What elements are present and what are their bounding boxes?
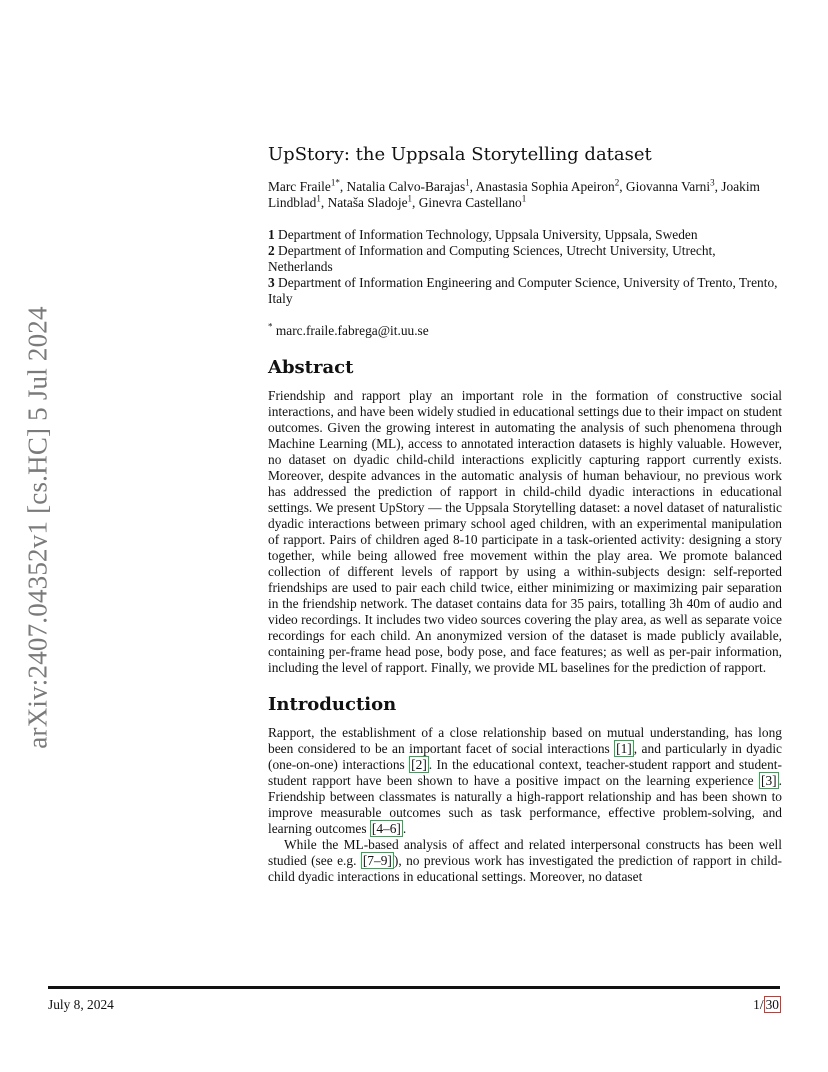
affiliation [268,243,782,275]
affiliation-text: Department of Information and Computing Sciences, Utrecht University, Utrecht, Netherlands [268,243,716,274]
arxiv-id: arXiv:2407.04352v1 [cs.HC] 5 Jul 2024 [22,306,53,749]
paper-content [268,140,782,903]
citation-link[interactable]: [2] [411,757,427,772]
abstract-section [268,357,782,676]
footer-rule [48,986,780,989]
page-number [753,997,781,1013]
author-affiliation-marker: 1 [521,193,527,204]
author-list: Marc Fraile$^{1*}$, Natalia Calvo-Barajas$^1$, Anastasia Sophia Apeiron$^2$, Giovanna Varni$^3$, Joakim Lindblad$^1$, Nataša Sladoje$^1$, Ginevra Castellano$^1$ [268,177,760,210]
total-pages-link[interactable]: 30 [765,997,779,1012]
citation-link[interactable]: [7–9] [362,853,392,868]
affiliation-text: Department of Information Engineering and Computer Science, University of Trento, Trento, Italy [268,275,778,306]
introduction-heading: Introduction [268,694,397,715]
affiliation-list [268,227,782,307]
author-name: Natalia Calvo-Barajas [346,179,466,194]
intro-text-span: Rapport, the establishment of a close relationship based on mutual understanding, has long been considered to be an important facet of social interactions [268,725,782,756]
citation-link[interactable]: [1] [616,741,632,756]
introduction-paragraph-2 [268,837,782,885]
author-name: Marc Fraile [268,179,331,194]
author-affiliation-marker: 1 [316,193,321,204]
affiliation-text: Department of Information Technology, Uppsala University, Uppsala, Sweden [274,227,698,242]
arxiv-sidebar-stamp [22,300,53,755]
author-affiliation-marker: 1 [407,193,413,204]
intro-text-span: , and particularly in dyadic (one-on-one) interactions [268,741,782,772]
correspondence-marker: * [268,321,273,332]
abstract-text: Friendship and rapport play an important role in the formation of constructive social interactions, and have been widely studied in educational settings due to their impact on student outcomes. Given the growing interest in automating the analysis of such phenomena through Machine Learning (ML), access to annotated interaction datasets is highly valuable. However, no dataset on dyadic child-child interactions explicitly capturing rapport currently exists. Moreover, despite advances in the automatic analysis of human behaviour, no previous work has addressed the prediction of rapport in child-child dyadic interactions in educational settings. We present UpStory — the Uppsala Storytelling dataset: a novel dataset of naturalistic dyadic interactions between primary school aged children, with an experimental manipulation of rapport. Pairs of children aged 8-10 participate in a task-oriented activity: designing a story together, while being allowed free movement within the play area. We promote balanced collection of different levels of rapport by using a within-subjects design: self-reported friendships are used to pair each child twice, either minimizing or maximizing pair separation in the friendship network. The dataset contains data for 35 pairs, totalling 3h 40m of audio and video recordings. It includes two video sources covering the play area, as well as separate voice recordings for each child. An anonymized version of the dataset is made publicly available, containing per-frame head pose, body pose, and face features; as well as per-pair information, including the level of rapport. Finally, we provide ML baselines for the prediction of rapport. [268,388,782,675]
paper-title: UpStory: the Uppsala Storytelling dataset [268,144,652,165]
author-affiliation-marker: 1* [330,177,340,188]
author-name: Giovanna Varni [625,179,711,194]
author-name: Nataša Sladoje [327,195,408,210]
introduction-paragraph-1 [268,725,782,837]
affiliation [268,275,782,307]
abstract-heading: Abstract [268,357,354,378]
correspondence [268,323,782,339]
citation-link[interactable]: [3] [761,773,777,788]
affiliation-number: 1 [268,227,275,242]
author-name: Joakim Lindblad [268,179,760,210]
author-name: Anastasia Sophia Apeiron [475,179,615,194]
affiliation-number: 3 [268,275,275,290]
author-name: Ginevra Castellano [418,195,522,210]
author-affiliation-marker: 2 [614,177,620,188]
affiliation-number: 2 [268,243,275,258]
correspondence-email[interactable]: marc.fraile.fabrega@it.uu.se [275,323,429,338]
citation-link[interactable]: [4–6] [371,821,401,836]
current-page: 1 [753,997,760,1012]
intro-text-span: While the ML-based analysis of affect and related interpersonal constructs has been well studied (see e.g. [268,837,782,868]
page-separator: / [759,997,764,1012]
intro-text-span: . In the educational context, teacher-student rapport and student-student rapport have been shown to have a positive impact on the learning experience [268,757,782,788]
intro-text-span: ), no previous work has investigated the prediction of rapport in child-child dyadic interactions in educational settings. Moreover, no dataset [268,853,782,884]
intro-text-span: . Friendship between classmates is naturally a high-rapport relationship and has been shown to improve measurable outcomes such as task performance, effective problem-solving, and learning outcomes [268,773,782,836]
footer-date: July 8, 2024 [48,997,114,1012]
author-affiliation-marker: 3 [710,177,715,188]
affiliation [268,227,782,243]
intro-text-span: . [402,821,407,836]
author-affiliation-marker: 1 [465,177,470,188]
introduction-section [268,694,782,885]
